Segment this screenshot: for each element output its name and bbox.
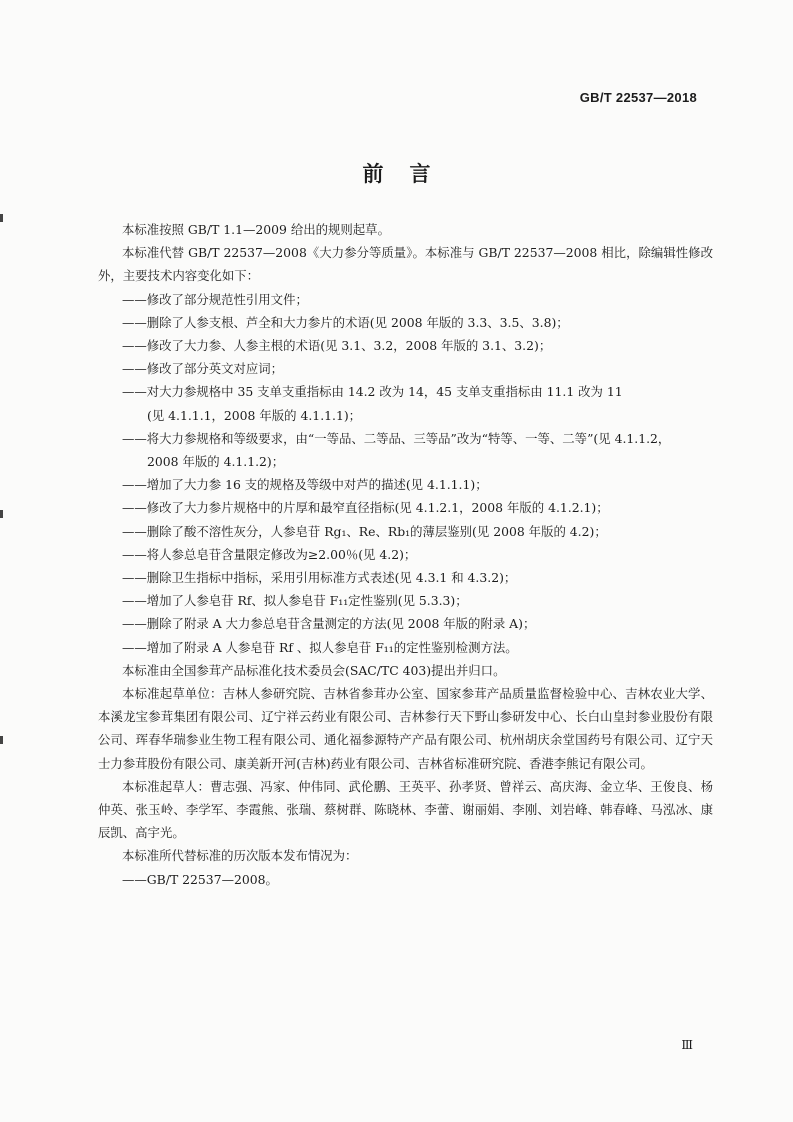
change-item-continuation: 2008 年版的 4.1.1.2)； <box>147 454 285 470</box>
change-item: ——修改了大力参、人参主根的术语(见 3.1、3.2，2008 年版的 3.1、3.2)； <box>122 338 552 354</box>
change-item: ——将大力参规格和等级要求，由“一等品、二等品、三等品”改为“特等、一等、二等”(见 4.1.1.2， <box>122 430 671 446</box>
foreword-body <box>98 218 713 891</box>
change-item: ——删除了附录 A 大力参总皂苷含量测定的方法(见 2008 年版的附录 A)； <box>122 616 536 632</box>
change-item: ——删除卫生指标中指标，采用引用标准方式表述(见 4.3.1 和 4.3.2)； <box>122 570 517 586</box>
scan-mark <box>0 214 3 222</box>
page-number: Ⅲ <box>681 1038 693 1052</box>
change-item: ——修改了部分规范性引用文件； <box>122 291 308 307</box>
scan-mark <box>0 510 3 518</box>
change-item: ——修改了部分英文对应词； <box>122 361 284 377</box>
page-title: 前言 <box>362 161 457 186</box>
change-item: ——增加了附录 A 人参皂苷 Rf 、拟人参皂苷 F₁₁的定性鉴别检测方法。 <box>122 639 518 655</box>
change-item-continuation: (见 4.1.1.1，2008 年版的 4.1.1.1)； <box>147 407 362 423</box>
change-item: ——对大力参规格中 35 支单支重指标由 14.2 改为 14，45 支单支重指标由 11.1 改为 11 <box>122 384 623 400</box>
history-item: ——GB/T 22537—2008。 <box>122 871 278 887</box>
change-item: ——增加了人参皂苷 Rf、拟人参皂苷 F₁₁定性鉴别(见 5.3.3)； <box>122 593 468 609</box>
scan-mark <box>0 736 3 744</box>
change-item: ——删除了人参支根、芦全和大力参片的术语(见 2008 年版的 3.3、3.5、3.8)； <box>122 314 569 330</box>
change-item: ——修改了大力参片规格中的片厚和最窄直径指标(见 4.1.2.1，2008 年版的 4.1.2.1)； <box>122 500 609 516</box>
change-item: ——删除了酸不溶性灰分，人参皂苷 Rg₁、Re、Rb₁的薄层鉴别(见 2008 年版的 4.2)； <box>122 523 607 539</box>
proposer-paragraph: 本标准由全国参茸产品标准化技术委员会(SAC/TC 403)提出并归口。 <box>122 662 506 678</box>
change-item: ——将人参总皂苷含量限定修改为≥2.00％(见 4.2)； <box>122 546 417 562</box>
history-intro: 本标准所代替标准的历次版本发布情况为： <box>122 848 358 864</box>
change-item: ——增加了大力参 16 支的规格及等级中对芦的描述(见 4.1.1.1)； <box>122 477 488 493</box>
changes-list <box>98 288 713 659</box>
standard-code: GB/T 22537—2018 <box>579 90 697 105</box>
drafting-units-paragraph: 本标准起草单位：吉林人参研究院、吉林省参茸办公室、国家参茸产品质量监督检验中心、吉林农业大学、本溪龙宝参茸集团有限公司、辽宁祥云药业有限公司、吉林参行天下野山参研发中心、长白山皇封参业股份有限公司、珲春华瑞参业生物工程有限公司、通化福参源特产产品有限公司、杭州胡庆余堂国药号有限公司、辽宁天士力参茸股份有限公司、康美新开河(吉林)药业有限公司、吉林省标准研究院、香港李熊记有限公司。 <box>98 686 713 771</box>
drafters-paragraph: 本标准起草人：曹志强、冯家、仲伟同、武伦鹏、王英平、孙孝贤、曾祥云、高庆海、金立华、王俊良、杨仲英、张玉岭、李学军、李霞熊、张瑞、蔡树群、陈晓林、李蕾、谢丽娟、李刚、刘岩峰、韩春峰、马泓冰、康辰凯、高宇光。 <box>98 778 713 841</box>
intro-paragraph: 本标准代替 GB/T 22537—2008《大力参分等质量》。本标准与 GB/T 22537—2008 相比，除编辑性修改外，主要技术内容变化如下： <box>98 245 713 284</box>
intro-paragraph: 本标准按照 GB/T 1.1—2009 给出的规则起草。 <box>122 222 390 237</box>
